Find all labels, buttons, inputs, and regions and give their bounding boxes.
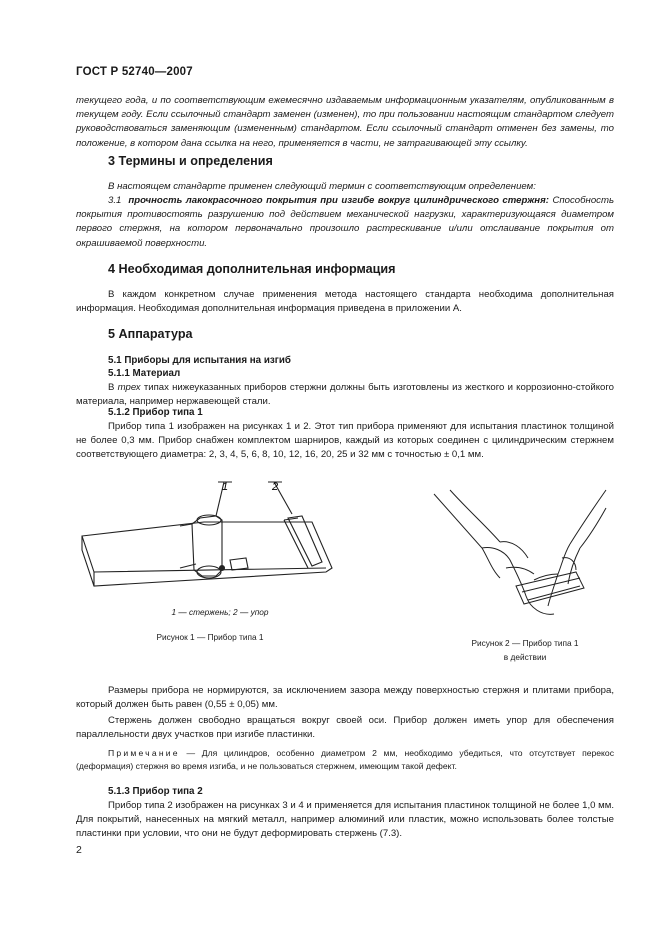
figure-1-device-drawing xyxy=(76,480,346,590)
subsection-5-1-2-title: 5.1.2 Прибор типа 1 xyxy=(108,407,203,418)
term-definition-text: Способность покрытия противостоять разрушению под действием механической нагрузки, характеризующаяся диаметром первого стержня, на котором первоначально произошло растрескивание и/или отслаивание покрытия от окрашиваемой поверхности. xyxy=(76,195,614,249)
figure-1-callout-1: 1 xyxy=(222,481,229,493)
dimensions-paragraph: Размеры прибора не нормируются, за исключением зазора между поверхностью стержня и плитами прибора, который должен быть равен (0,55 ± 0,05) мм. xyxy=(76,685,614,711)
document-header: ГОСТ Р 52740—2007 xyxy=(76,66,193,78)
sec4-paragraph: В каждом конкретном случае применения метода настоящего стандарта необходима дополнительная информация. Необходимая дополнительная информация приведена в приложении А. xyxy=(76,289,614,315)
sec511-paragraph: В трех типах нижеуказанных приборов стержни должны быть изготовлены из жесткого и коррозионно-стойкого материала, например нержавеющей стали. xyxy=(76,382,614,408)
subsection-5-1-title: 5.1 Приборы для испытания на изгиб xyxy=(108,355,291,366)
note-text: — Для цилиндров, особенно диаметром 2 мм, необходимо убедиться, что отсутствует перекос (деформация) стержня во время изгиба, и не пользоваться стержнем, имеющим такой дефект. xyxy=(76,748,614,771)
section-5-title: 5 Аппаратура xyxy=(108,327,193,341)
note-paragraph xyxy=(76,747,614,773)
figure-2-caption-line-1: Рисунок 2 — Прибор типа 1 xyxy=(471,638,579,648)
subsection-5-1-1-title: 5.1.1 Материал xyxy=(108,368,181,379)
figure-1-callout-2: 2 xyxy=(272,481,279,493)
figure-1-legend: 1 — стержень; 2 — упор xyxy=(171,607,269,617)
term-name: прочность лакокрасочного покрытия при изгибе вокруг цилиндрического стержня: xyxy=(128,195,549,206)
figure-1-caption: Рисунок 1 — Прибор типа 1 xyxy=(156,632,264,642)
term-number: 3.1 xyxy=(108,195,122,206)
term-definition xyxy=(76,194,614,251)
page-number: 2 xyxy=(76,844,82,856)
figure-2-hands-drawing xyxy=(430,488,610,620)
sec3-paragraph: В настоящем стандарте применен следующий термин с соответствующим определением: xyxy=(108,181,536,192)
subsection-5-1-3-title: 5.1.3 Прибор типа 2 xyxy=(108,786,203,797)
note-label: Примечание xyxy=(108,748,180,758)
sec512-paragraph: Прибор типа 1 изображен на рисунках 1 и 2. Этот тип прибора применяют для испытания пластинок толщиной не более 0,3 мм. Прибор снабжен комплектом шарниров, каждый из которых соединен с цилиндрическим стержнем соответствующего диаметра: 2, 3, 4, 5, 6, 8, 10, 12, 16, 20, 25 и 32 мм с точностью ± 0,1 мм. xyxy=(76,421,614,461)
emphasis-three: трех xyxy=(117,382,141,393)
figure-2-caption-line-2: в действии xyxy=(503,652,547,662)
section-4-title: 4 Необходимая дополнительная информация xyxy=(108,262,396,276)
sec513-paragraph: Прибор типа 2 изображен на рисунках 3 и 4 и применяется для испытания пластинок толщиной не более 1,0 мм. Для покрытий, нанесенных на мягкий металл, например алюминий или пластик, можно использовать более толстые пластинки при условии, что они не будут деформировать стержень (7.3). xyxy=(76,800,614,840)
intro-paragraph: текущего года, и по соответствующим ежемесячно издаваемым информационным указателям, опубликованным в текущем году. Если ссылочный стандарт заменен (изменен), то при пользовании настоящим стандартом следует руководствоваться заменяющим (измененным) стандартом. Если ссылочный стандарт отменен без замены, то положение, в котором дана ссылка на него, применяется в части, не затрагивающей эту ссылку. xyxy=(76,95,614,149)
figure-2-caption xyxy=(440,636,610,664)
rotation-paragraph: Стержень должен свободно вращаться вокруг своей оси. Прибор должен иметь упор для обеспечения параллельности двух участков при изгибе пластинки. xyxy=(76,715,614,741)
section-3-title: 3 Термины и определения xyxy=(108,154,273,168)
